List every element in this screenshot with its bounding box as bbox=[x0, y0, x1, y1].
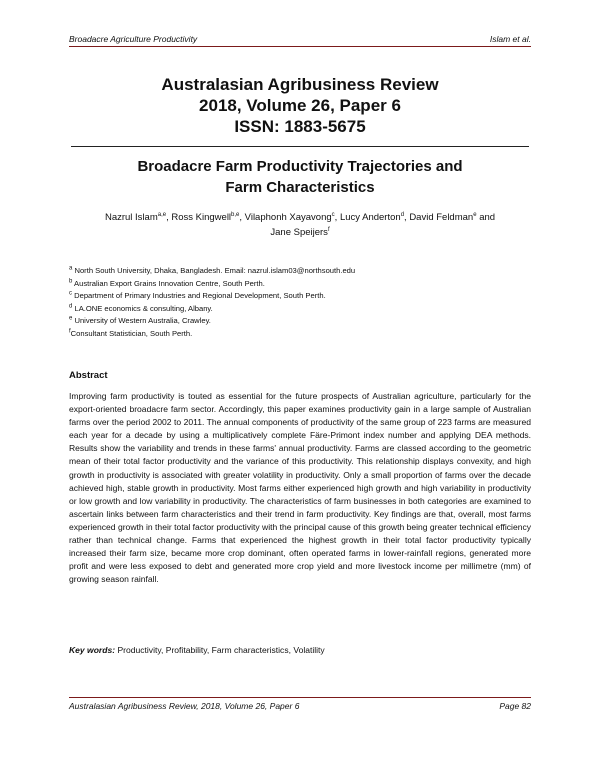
affiliation-text: University of Western Australia, Crawley. bbox=[74, 316, 211, 325]
running-header bbox=[69, 34, 531, 44]
affiliation-mark: f bbox=[69, 327, 71, 334]
journal-issn: ISSN: 1883-5675 bbox=[234, 117, 366, 136]
author-affiliation-mark: f bbox=[327, 226, 330, 233]
journal-info bbox=[0, 74, 600, 137]
author: Jane Speijers bbox=[270, 227, 328, 238]
affiliation-item bbox=[69, 303, 355, 316]
affiliation-text: Consultant Statistician, South Perth. bbox=[70, 328, 193, 338]
paper-title-line-2: Farm Characteristics bbox=[225, 179, 375, 196]
header-divider bbox=[69, 46, 531, 47]
author: Vilaphonh Xayavong bbox=[244, 212, 332, 223]
author-affiliation-mark: a,e bbox=[157, 211, 167, 218]
affiliation-text: LA.ONE economics & consulting, Albany. bbox=[74, 303, 213, 313]
author-affiliation-mark: e bbox=[473, 211, 477, 218]
keywords bbox=[69, 645, 325, 655]
author-list: Nazrul Islam$^{a,e}$, Ross Kingwell$^{b,e}$, Vilaphonh Xayavong$^c$, Lucy Anderton$^d$, David Feldman$^e$ and Jane Speijers$^f$ bbox=[104, 211, 496, 238]
affiliation-mark: c bbox=[69, 290, 72, 297]
affiliation-item bbox=[69, 290, 355, 303]
author: David Feldman bbox=[409, 212, 474, 223]
affiliation-text: North South University, Dhaka, Bangladesh. Email: nazrul.islam03@northsouth.edu bbox=[74, 266, 356, 275]
journal-volume: 2018, Volume 26, Paper 6 bbox=[199, 96, 401, 115]
affiliation-text: Australian Export Grains Innovation Centre, South Perth. bbox=[74, 278, 265, 288]
author: Nazrul Islam bbox=[104, 212, 158, 223]
author: Lucy Anderton bbox=[339, 212, 401, 223]
keywords-text: Productivity, Profitability, Farm characteristics, Volatility bbox=[117, 645, 325, 655]
abstract-body: Improving farm productivity is touted as essential for the future prospects of Australian agriculture, particularly for the export-oriented broadacre farm sector. Accordingly, this paper examines productivity gain in a large sample of Australian farms over the period 2002 to 2011. The annual components of productivity of the same group of 223 farms are measured each year for a decade by using a multiplicatively complete Färe-Primont index number and applying DEA methods. Results show the variability and trends in these farms' annual productivity. Farms are classed according to the geometric mean of their total factor productivity and the variance of this productivity. This relationship displays convexity, and high growth in productivity is associated with greater volatility in productivity. Only a small proportion of farms over the decade achieved high, stable growth in productivity. Most farms either experienced high growth and high variability in productivity or low growth and low variability in productivity. The characteristics of farm businesses in both categories are examined to ascertain links between farm characteristics and their trend in farm productivity. Key findings are that, overall, most farms experienced growth in their total factor productivity with the principal cause of this growth being greater technical efficiency rather than technical change. Farms that experienced the highest growth in their total factor productivity typically increased their farm size, became more crop dominant, often operated farms in lower-rainfall regions, generated more profit and were less exposed to debt and generated more crop yield and more livestock income per millimetre (mm) of growing season rainfall. bbox=[69, 391, 531, 585]
affiliation-item bbox=[69, 278, 355, 291]
affiliation-item bbox=[69, 328, 355, 341]
author-affiliation-mark: c bbox=[331, 211, 335, 218]
author-affiliation-mark: b,e bbox=[231, 211, 240, 218]
affiliation-list bbox=[69, 265, 355, 340]
paper-title-line-1: Broadacre Farm Productivity Trajectories and bbox=[137, 158, 463, 175]
affiliation-mark: b bbox=[69, 277, 73, 284]
affiliation-text: Department of Primary Industries and Regional Development, South Perth. bbox=[74, 291, 326, 300]
journal-name: Australasian Agribusiness Review bbox=[161, 75, 439, 94]
keywords-label: Key words: bbox=[69, 645, 116, 655]
abstract-heading: Abstract bbox=[69, 370, 108, 381]
affiliation-mark: e bbox=[69, 315, 73, 322]
author: Ross Kingwell bbox=[171, 212, 232, 223]
footer-divider bbox=[69, 697, 531, 698]
title-divider bbox=[71, 146, 529, 147]
affiliation-mark: d bbox=[69, 302, 73, 309]
running-header-authors: Islam et al. bbox=[489, 34, 531, 44]
page-number: Page 82 bbox=[499, 701, 531, 711]
author-affiliation-mark: d bbox=[400, 211, 405, 218]
running-footer bbox=[69, 701, 531, 711]
author-connector: and bbox=[479, 212, 496, 223]
affiliation-item bbox=[69, 315, 355, 328]
affiliation-mark: a bbox=[69, 265, 73, 272]
footer-citation: Australasian Agribusiness Review, 2018, Volume 26, Paper 6 bbox=[69, 701, 300, 711]
running-header-title: Broadacre Agriculture Productivity bbox=[69, 34, 198, 44]
paper-title bbox=[0, 156, 600, 198]
affiliation-item bbox=[69, 265, 355, 278]
